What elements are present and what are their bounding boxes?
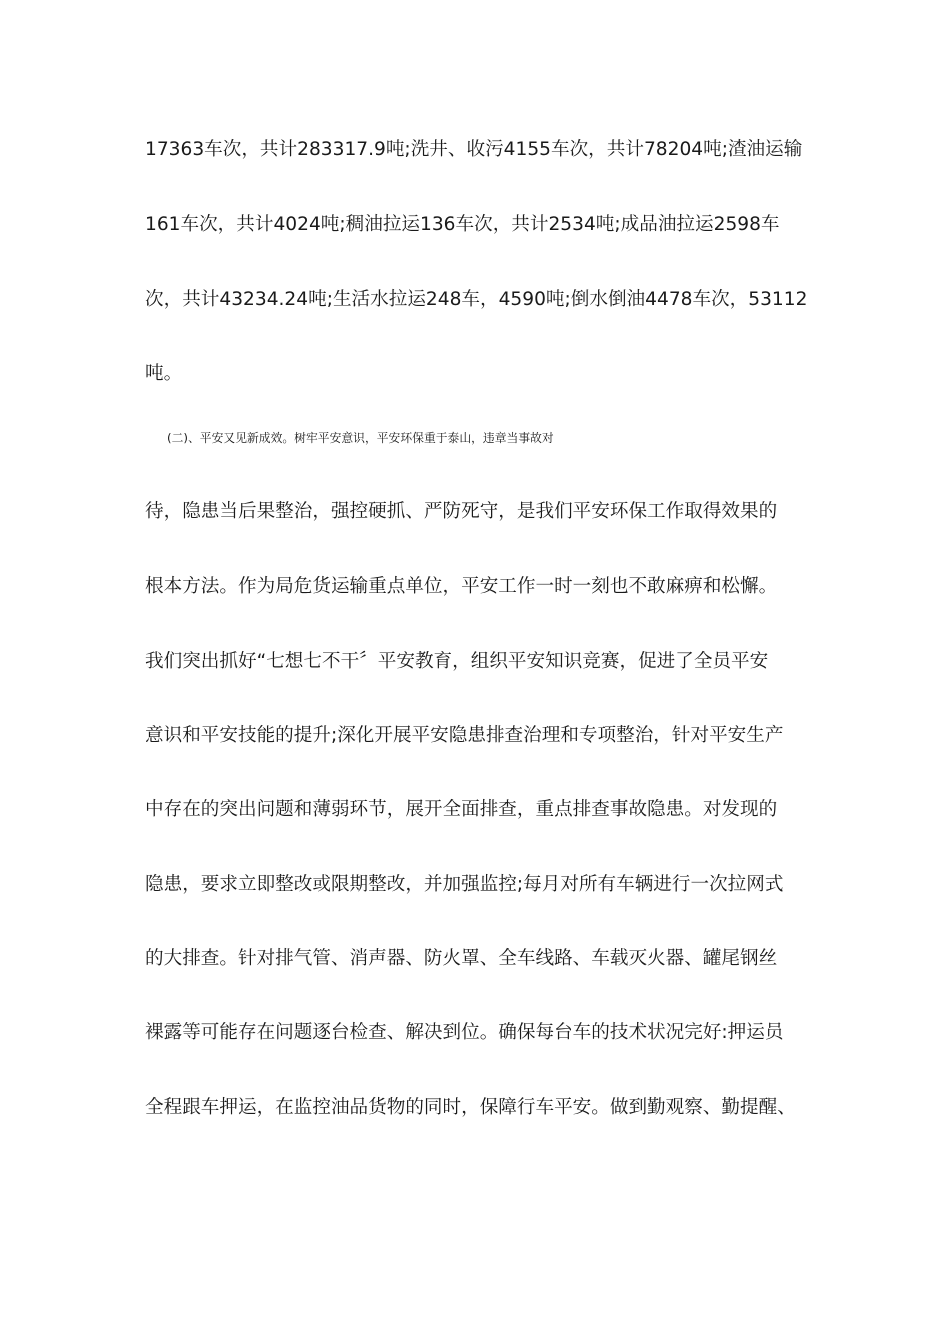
text-line: 待，隐患当后果整治，强控硬抓、严防死守，是我们平安环保工作取得效果的 — [145, 501, 778, 522]
text-line: 中存在的突出问题和薄弱环节，展开全面排查，重点排查事故隐患。对发现的 — [145, 799, 778, 820]
text-line: 隐患，要求立即整改或限期整改，并加强监控;每月对所有车辆进行一次拉网式 — [145, 874, 784, 895]
text-line: 根本方法。作为局危货运输重点单位，平安工作一时一刻也不敢麻痹和松懈。 — [145, 576, 778, 597]
text-line: 的大排查。针对排气管、消声器、防火罩、全车线路、车载灭火器、罐尾钢丝 — [145, 948, 778, 969]
text-line: 意识和平安技能的提升;深化开展平安隐患排查治理和专项整治，针对平安生产 — [145, 725, 784, 746]
text-line: 全程跟车押运，在监控油品货物的同时，保障行车平安。做到勤观察、勤提醒、 — [145, 1097, 796, 1118]
text-line: 裸露等可能存在问题逐台检查、解决到位。确保每台车的技术状况完好:押运员 — [145, 1022, 784, 1043]
text-line: 次，共计43234.24吨;生活水拉运248车，4590吨;倒水倒油4478车次，53112 — [145, 289, 808, 310]
text-line: 17363车次，共计283317.9吨;洗井、收污4155车次，共计78204吨;渣油运输 — [145, 139, 803, 160]
paragraph-heading-line: (二)、平安又见新成效。树牢平安意识，平安环保重于泰山，违章当事故对 — [167, 431, 554, 445]
text-line: 我们突出抓好“七想七不干〞平安教育，组织平安知识竞赛，促进了全员平安 — [145, 651, 769, 672]
text-line: 161车次，共计4024吨;稠油拉运136车次，共计2534吨;成品油拉运2598车 — [145, 214, 780, 235]
text-line: 吨。 — [145, 363, 183, 384]
